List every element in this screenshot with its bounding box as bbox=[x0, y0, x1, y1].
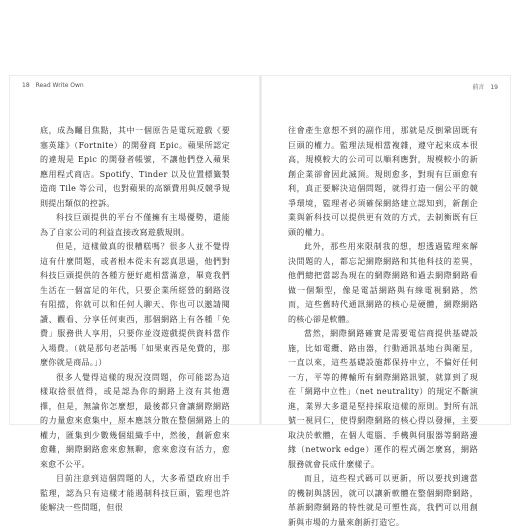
book-spread bbox=[10, 76, 510, 527]
right-paragraph: 往會產生意想不到的副作用，那就是反倒鞏固既有巨頭的權力。監理法規相當複雜，遵守起來成本很高，規模較大的公司可以順利應對，規模較小的新創企業卻會因此滅頂。規則愈多，對現有巨頭愈有利，真正要解決這個問題，就得打造一個公平的競爭環境，監理者必須確保網絡建立認知到，新創企業與新科技可以提供更有效的方式，去制衡既有巨頭的權力。 bbox=[288, 126, 478, 237]
left-page-body bbox=[40, 124, 230, 516]
right-paragraph: 當然，網際網路確實是需要電信商提供基礎設施，比如電纜、路由器，行動通訊基地台與衛星，一直以來，這些基礎設施都保持中立，不偏好任何一方，平等的傳輸所有網際網路訊號，就算到了現在「網路中立性」（net neutrality）的規定不斷演進，業界大多還是堅持採取這樣的原則。對所有訊號一視同仁，使得網際網路的核心得以發揮，主要取決於軟體，在個人電腦、手機與伺服器等網路邊緣（network edge）運作的程式碼怎麼寫，網路服務就會長成什麼樣子。 bbox=[288, 329, 478, 469]
right-paragraph: 此外，那些用來限制我的想，想透過監理來解決問題的人，都忘記網際網路和其他科技的差異，他們總把當認為現在的網際網路和過去網際網路看做一個類型，像是電話網路與有線電視網路，然而，這些舊時代通訊網路的核心是硬體，網際網路的核心卻是軟體。 bbox=[288, 242, 478, 324]
left-running-head bbox=[18, 82, 84, 89]
right-page-body bbox=[288, 124, 478, 530]
left-paragraph: 很多人覺得這樣的現況沒問題，你可能認為這樣取捨很值得，或是認為你的網路上沒有其他選擇，但是，無論你怎麼想，最後都只會讓網際網路的力量愈來愈集中，原本應該分散在整個網路上的權力，匯集到少數幾個組織手中，然後，創新愈來愈難，網際網路愈來愈無聊，愈來愈沒有活力，愈來愈不公平。 bbox=[40, 372, 230, 469]
right-page-number: 19 bbox=[490, 84, 498, 91]
right-running-title: 前言 bbox=[472, 84, 485, 91]
book-gutter bbox=[259, 76, 262, 424]
right-paragraph: 而且，這些程式碼可以更新，所以要找到適當的機制與誘因，就可以讓新軟體在整個網際網路，革新網際網路的特性就是可塑性高，我們可以用創新與市場的力量來創新打造它。 bbox=[288, 474, 478, 527]
left-paragraph: 底，成為矚目焦點，其中一個原告是電玩遊戲《要塞英雄》（Fortnite）的開發商 Epic。蘋果所認定的違規是 Epic 的開發者帳號，不讓他們登入蘋果應用程式商店。Spotify、Tinder 以及位置標籤製造商 Tile 等公司，也對蘋果的高額費用與反競爭規則提出類似的控訴。 bbox=[40, 126, 230, 208]
left-running-title: Read Write Own bbox=[35, 82, 84, 89]
left-page-number: 18 bbox=[22, 82, 30, 89]
left-paragraph: 但是，這樣做真的很糟糕嗎？很多人並不覺得這有什麼問題，或者根本從未有認真思過，他們對科技巨頭提供的各種方便好處相當滿意，畢竟我們生活在一個富足的年代，只要企業所經營的網路沒有阻擋，你就可以和任何人聊天、你也可以邀請閱讀、觀看、分享任何東西，那個網路上有各種「免費」服務供人享用，只要你並沒遊戲提供資料當作入場費。（就是那句老話嗎「如果東西是免費的，那麼你就是商品。」） bbox=[40, 242, 230, 367]
right-running-head bbox=[472, 82, 502, 91]
left-paragraph: 科技巨頭提供的平台不僅擁有主場優勢，還能為了自家公司的利益直接改寫遊戲規則。 bbox=[40, 213, 230, 237]
left-paragraph: 目前注意到這個問題的人，大多希望政府出手監理，認為只有這樣才能遏制科技巨頭，監理也許能解決一些問題，但很 bbox=[40, 474, 230, 512]
